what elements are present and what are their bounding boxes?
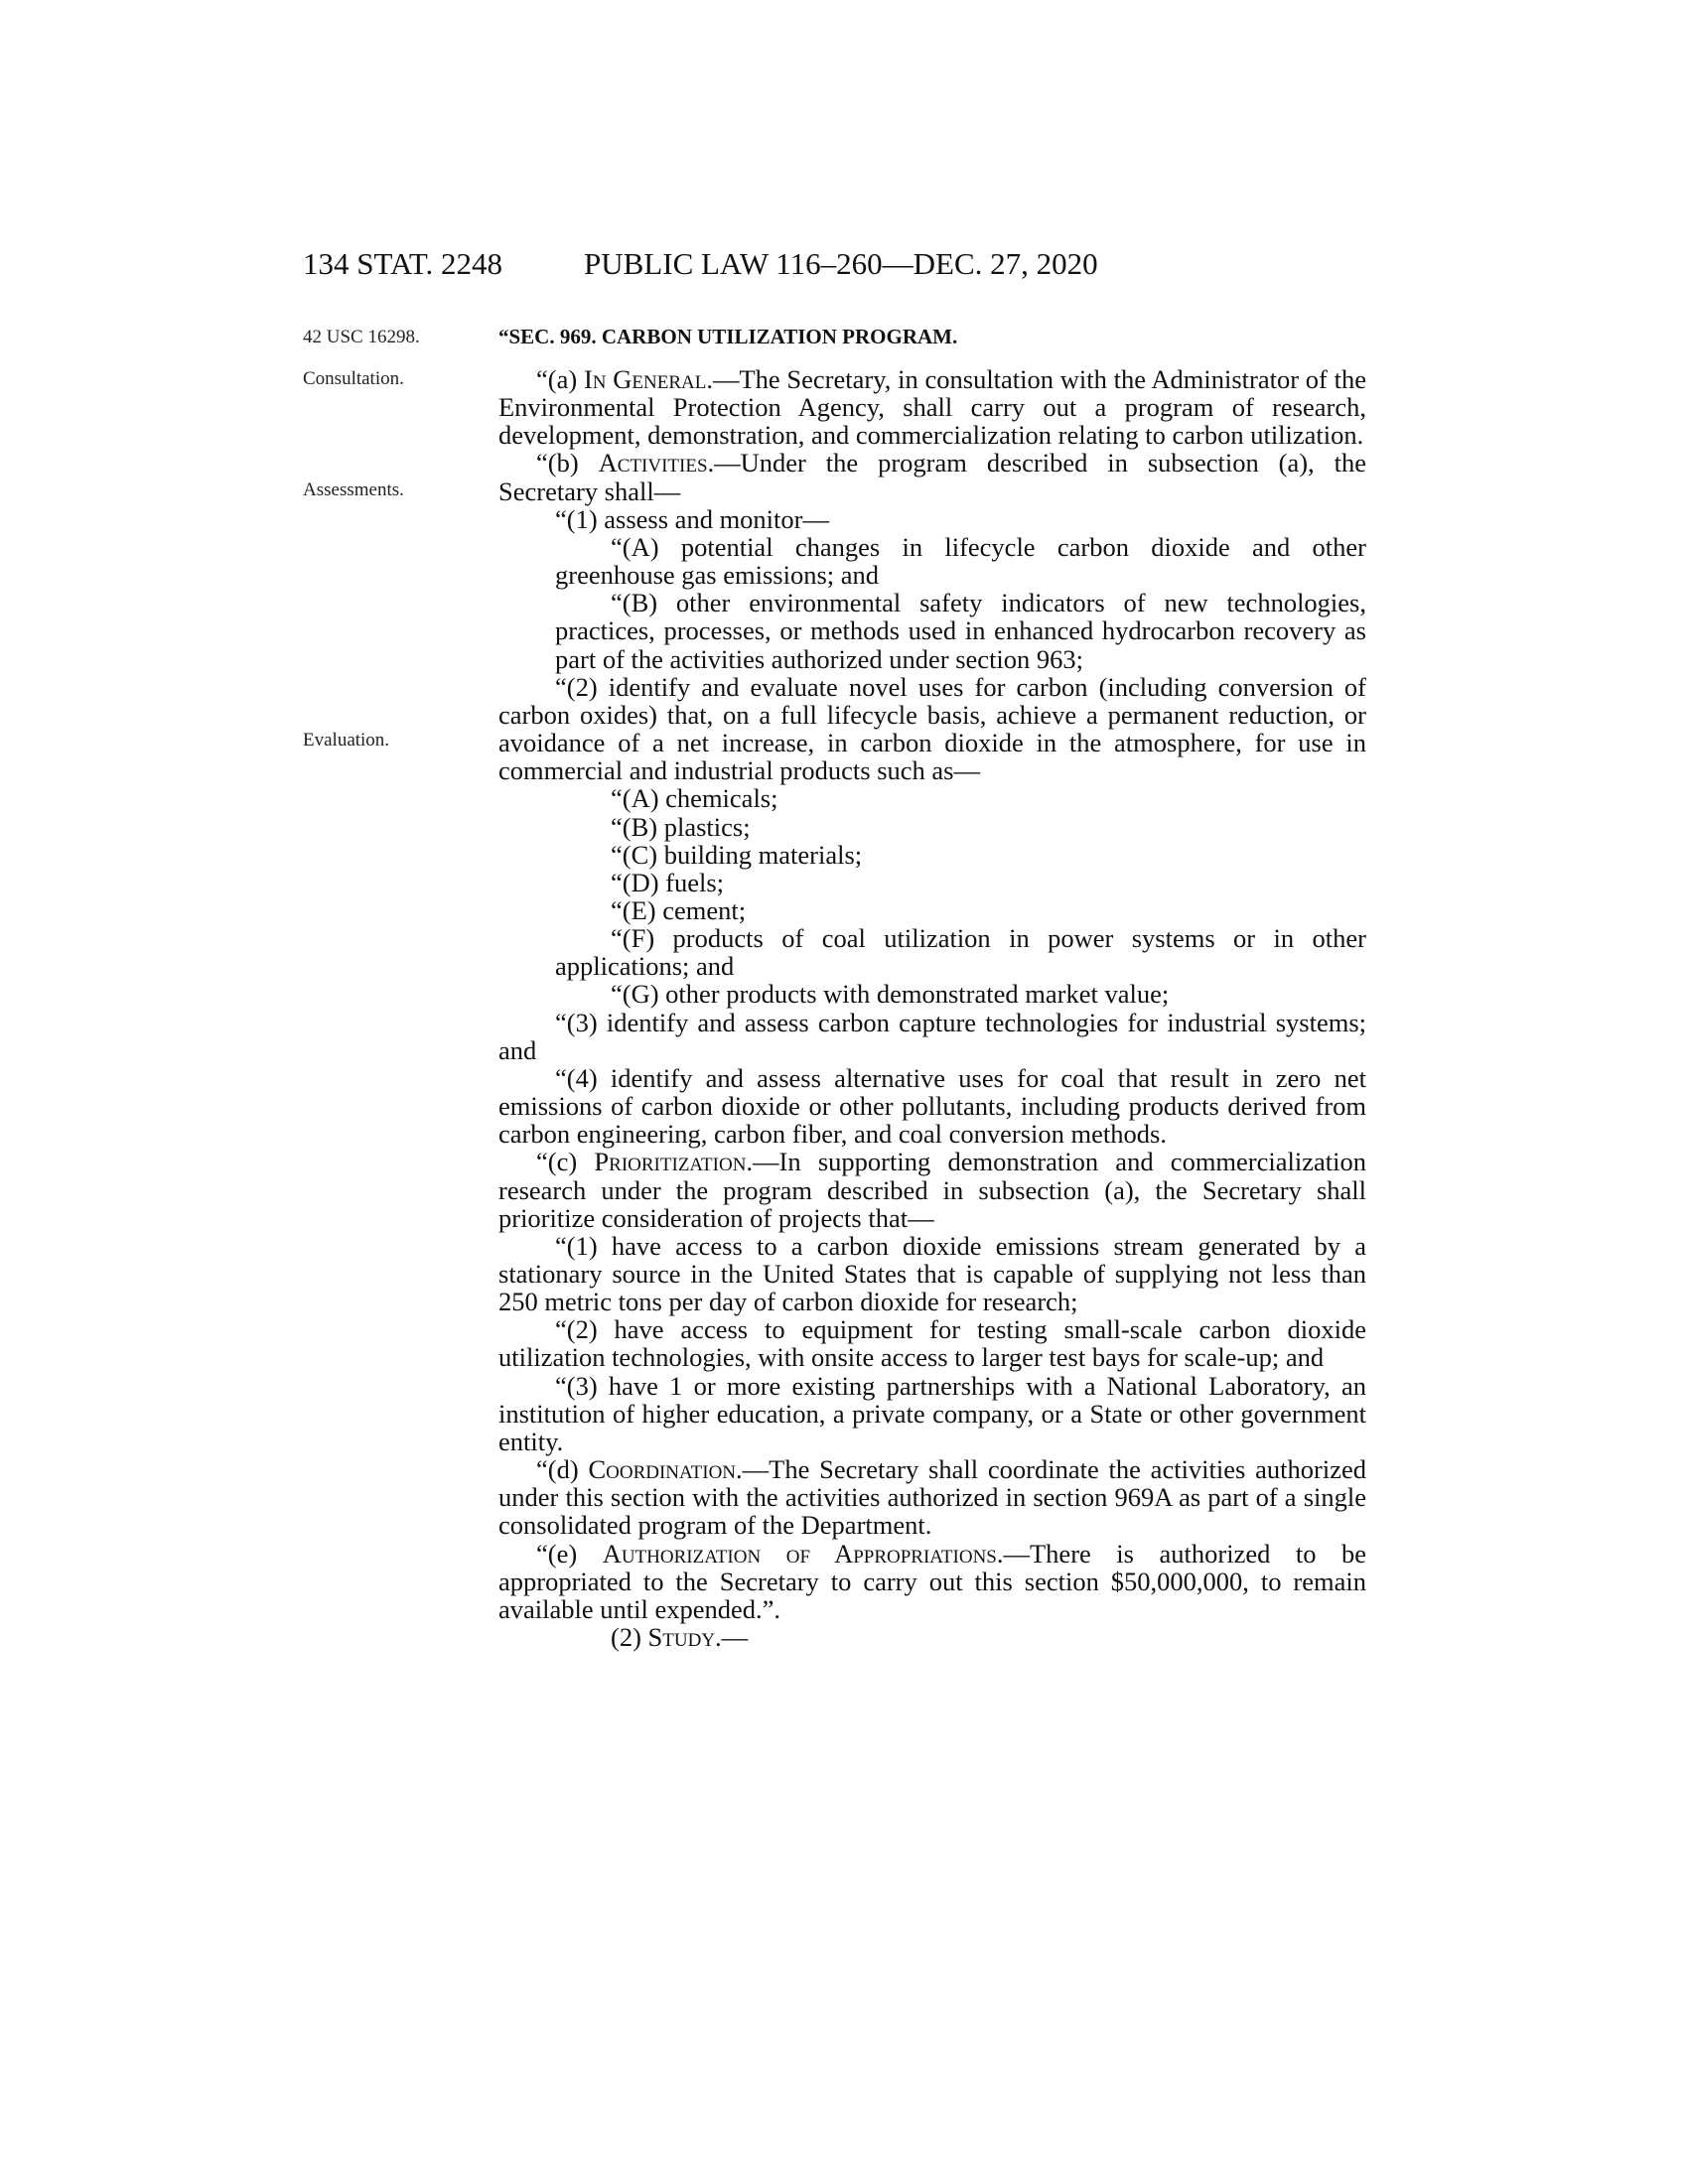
subsection-a-heading: In General: [583, 364, 707, 394]
margin-note-assessments: Assessments.: [303, 479, 404, 500]
statute-body: [498, 322, 1366, 1651]
paragraph-b-3: “(3) identify and assess carbon capture technologies for industrial systems; and: [498, 1007, 1366, 1065]
margin-note-usc: 42 USC 16298.: [303, 327, 420, 347]
subsection-e: “(e) Authorization of Appropriations.—There is authorized to be appropriated to the Secretary to carry out this section $50,000,000, to remain available until expended.”.: [498, 1538, 1367, 1624]
subsection-b-heading: Activities: [598, 448, 708, 478]
subparagraph-b-2-C: “(C) building materials;: [611, 839, 863, 870]
section-heading: “SEC. 969. CARBON UTILIZATION PROGRAM.: [498, 325, 958, 348]
subparagraph-b-2-E: “(E) cement;: [611, 894, 747, 925]
margin-note-evaluation: Evaluation.: [303, 730, 390, 751]
subsection-d: “(d) Coordination.—The Secretary shall coordinate the activities authorized under this section with the activities authorized in section 969A as part of a single consolidated program of the Department.: [498, 1454, 1366, 1541]
paragraph-c-1: “(1) have access to a carbon dioxide emissions stream generated by a stationary source in the United States that is capable of supplying not less than 250 metric tons per day of carbon dioxide for research;: [498, 1230, 1366, 1317]
subparagraph-b-1-B: “(B) other environmental safety indicators of new technologies, practices, processes, or methods used in enhanced hydrocarbon recovery as part of the activities authorized under section 963;: [555, 588, 1366, 674]
paragraph-c-2: “(2) have access to equipment for testing small-scale carbon dioxide utilization technologies, with onsite access to larger test bays for scale-up; and: [498, 1314, 1366, 1373]
margin-note-consultation: Consultation.: [303, 368, 404, 389]
paragraph-c-3: “(3) have 1 or more existing partnerships with a National Laboratory, an institution of higher education, a private company, or a State or other government entity.: [498, 1370, 1366, 1456]
subsection-b: “(b) Activities.—Under the program described in subsection (a), the Secretary shall—: [498, 448, 1366, 506]
paragraph-study: (2) Study.—: [611, 1622, 749, 1653]
subparagraph-b-1-A: “(A) potential changes in lifecycle carbon dioxide and other greenhouse gas emissions; and: [555, 531, 1366, 591]
subsection-d-heading: Coordination: [588, 1454, 737, 1485]
public-law-citation: PUBLIC LAW 116–260—DEC. 27, 2020: [584, 246, 1098, 281]
subparagraph-b-2-D: “(D) fuels;: [611, 867, 725, 897]
paragraph-b-2: “(2) identify and evaluate novel uses for carbon (including conversion of carbon oxides) that, on a full lifecycle basis, achieve a permanent reduction, or avoidance of a net increase, in carbon dioxide in the atmosphere, for use in commercial and industrial products such as—: [498, 671, 1366, 786]
study-heading: Study: [647, 1622, 716, 1653]
subparagraph-b-2-B: “(B) plastics;: [611, 811, 751, 842]
subsection-a: “(a) In General.—The Secretary, in consultation with the Administrator of the Environmental Protection Agency, shall carry out a program of research, development, demonstration, and commercialization relating to carbon utilization.: [498, 364, 1366, 451]
subparagraph-b-2-F: “(F) products of coal utilization in power systems or in other applications; and: [555, 923, 1366, 982]
subparagraph-b-2-A: “(A) chemicals;: [611, 783, 778, 814]
paragraph-b-1: “(1) assess and monitor—: [555, 503, 829, 534]
statute-page-number: 134 STAT. 2248: [303, 246, 503, 281]
subsection-c: “(c) Prioritization.—In supporting demonstration and commercialization research under the program described in subsection (a), the Secretary shall prioritize consideration of projects that—: [498, 1147, 1366, 1233]
subsection-c-heading: Prioritization: [594, 1147, 747, 1177]
page-header: [303, 246, 1371, 286]
subparagraph-b-2-G: “(G) other products with demonstrated market value;: [611, 979, 1170, 1010]
paragraph-b-4: “(4) identify and assess alternative uses for coal that result in zero net emissions of carbon dioxide or other pollutants, including products derived from carbon engineering, carbon fiber, and coal conversion methods.: [498, 1062, 1366, 1150]
subsection-e-heading: Authorization of Appropriations: [602, 1538, 997, 1569]
